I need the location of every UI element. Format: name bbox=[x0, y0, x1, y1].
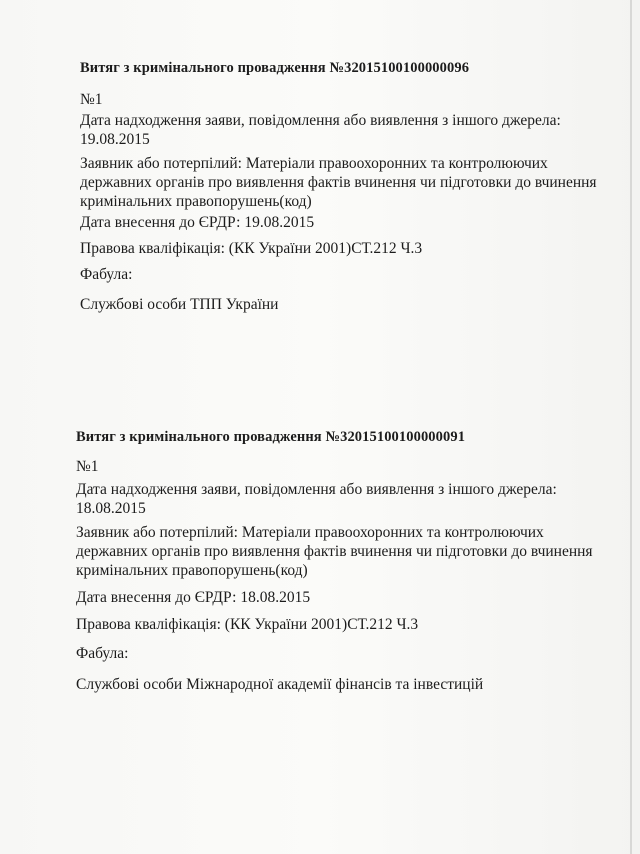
erdr-entry-date: Дата внесення до ЄРДР: 19.08.2015 bbox=[80, 214, 315, 231]
record-number: №1 bbox=[76, 458, 99, 475]
plot-label: Фабула: bbox=[76, 645, 129, 662]
applicant-line-1: Заявник або потерпілий: Матеріали правоохоронних та контролюючих bbox=[80, 155, 548, 172]
extract-title: Витяг з кримінального провадження №32015100100000096 bbox=[80, 60, 470, 76]
received-label: Дата надходження заяви, повідомлення або виявлення з іншого джерела: bbox=[80, 112, 561, 129]
scan-edge-line bbox=[630, 0, 632, 854]
extract-title: Витяг з кримінального провадження №32015100100000091 bbox=[76, 429, 466, 445]
applicant-line-3: кримінальних правопорушень(код) bbox=[80, 193, 312, 210]
legal-qualification: Правова кваліфікація: (КК України 2001)СТ.212 Ч.3 bbox=[76, 616, 419, 633]
record-number: №1 bbox=[80, 91, 103, 108]
applicant-line-1: Заявник або потерпілий: Матеріали правоохоронних та контролюючих bbox=[76, 524, 544, 541]
plot-text: Службові особи Міжнародної академії фінансів та інвестицій bbox=[76, 676, 484, 693]
applicant-line-2: державних органів про виявлення фактів вчинення чи підготовки до вчинення bbox=[76, 543, 593, 560]
applicant-line-2: державних органів про виявлення фактів вчинення чи підготовки до вчинення bbox=[80, 174, 597, 191]
plot-label: Фабула: bbox=[80, 266, 133, 283]
received-date: 18.08.2015 bbox=[76, 500, 146, 517]
applicant-line-3: кримінальних правопорушень(код) bbox=[76, 562, 308, 579]
plot-text: Службові особи ТПП України bbox=[80, 296, 279, 313]
erdr-entry-date: Дата внесення до ЄРДР: 18.08.2015 bbox=[76, 589, 311, 606]
legal-qualification: Правова кваліфікація: (КК України 2001)СТ.212 Ч.3 bbox=[80, 240, 423, 257]
received-date: 19.08.2015 bbox=[80, 131, 150, 148]
received-label: Дата надходження заяви, повідомлення або виявлення з іншого джерела: bbox=[76, 481, 557, 498]
